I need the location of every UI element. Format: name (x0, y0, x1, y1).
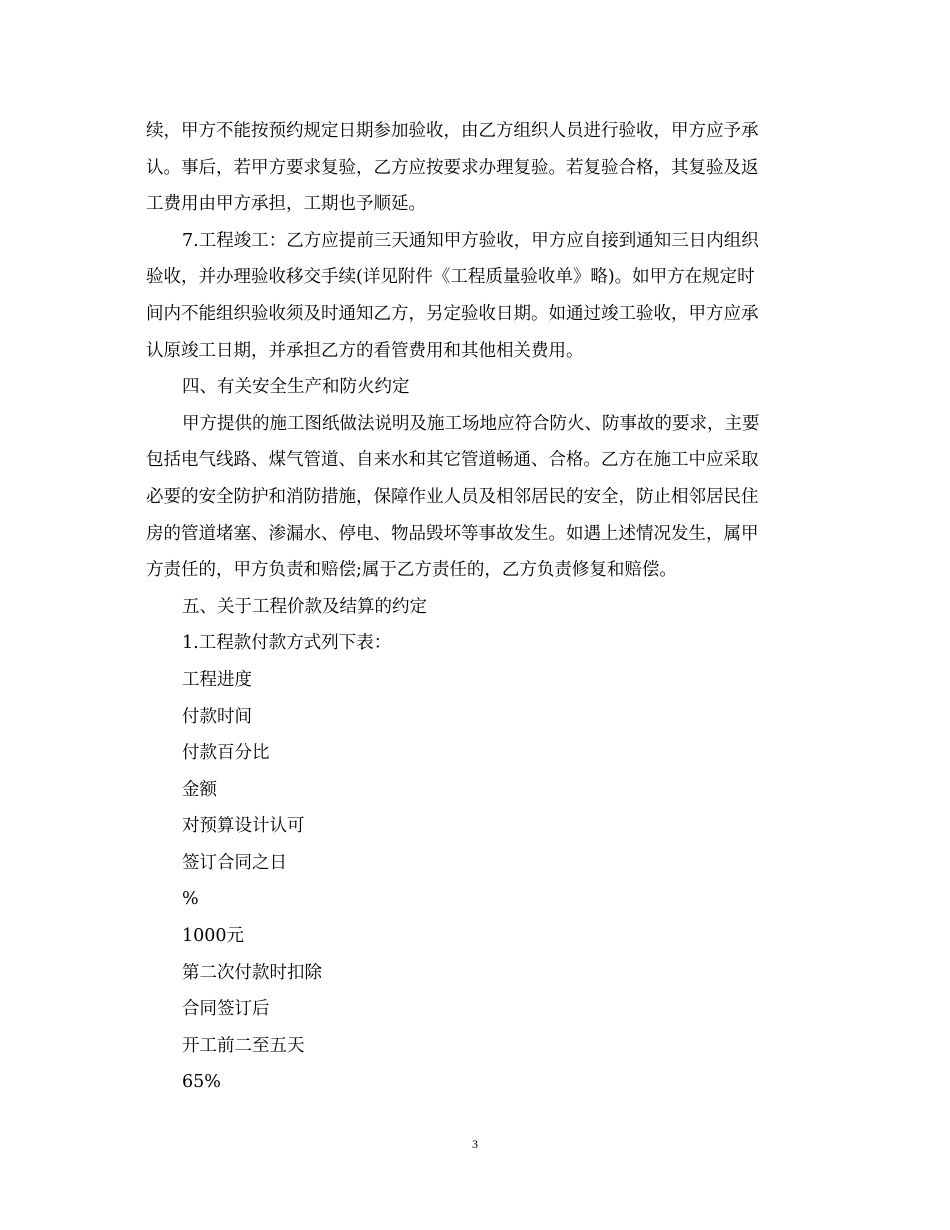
payment-table-intro: 1.工程款付款方式列下表： (182, 633, 392, 654)
body-line: 工费用由甲方承担，工期也予顺延。 (146, 194, 426, 215)
body-line: 认原竣工日期，并承担乙方的看管费用和其他相关费用。 (146, 340, 584, 361)
table-cell: 65% (182, 1072, 221, 1093)
table-cell: 金额 (182, 779, 217, 800)
table-cell: 合同签订后 (182, 999, 270, 1020)
clause-completion-line: 7.工程竣工：乙方应提前三天通知甲方验收，甲方应自接到通知三日内组织 (182, 230, 759, 251)
table-cell: 开工前二至五天 (182, 1035, 305, 1056)
body-line: 间内不能组织验收须及时通知乙方，另定验收日期。如通过竣工验收，甲方应承 (146, 303, 759, 324)
table-cell: 付款百分比 (182, 743, 270, 764)
table-cell: 1000元 (182, 926, 245, 947)
table-cell: % (182, 889, 199, 910)
table-cell: 第二次付款时扣除 (182, 962, 322, 983)
body-line: 认。事后，若甲方要求复验，乙方应按要求办理复验。若复验合格，其复验及返 (146, 157, 759, 178)
table-cell: 工程进度 (182, 669, 252, 690)
table-cell: 签订合同之日 (182, 852, 287, 873)
body-line: 必要的安全防护和消防措施，保障作业人员及相邻居民的安全，防止相邻居民住 (146, 486, 759, 507)
table-cell: 付款时间 (182, 706, 252, 727)
document-body (146, 113, 806, 1101)
page-number: 3 (472, 1137, 478, 1151)
body-line: 房的管道堵塞、渗漏水、停电、物品毁坏等事故发生。如遇上述情况发生，属甲 (146, 523, 759, 544)
body-line: 包括电气线路、煤气管道、自来水和其它管道畅通、合格。乙方在施工中应采取 (146, 450, 759, 471)
section-heading-safety: 四、有关安全生产和防火约定 (182, 377, 410, 398)
table-cell: 对预算设计认可 (182, 816, 305, 837)
section-heading-payment: 五、关于工程价款及结算的约定 (182, 596, 427, 617)
body-line: 续，甲方不能按预约规定日期参加验收，由乙方组织人员进行验收，甲方应予承 (146, 121, 759, 141)
body-line: 验收，并办理验收移交手续(详见附件《工程质量验收单》略)。如甲方在规定时 (146, 267, 755, 288)
body-line: 甲方提供的施工图纸做法说明及施工场地应符合防火、防事故的要求，主要 (182, 413, 760, 434)
body-line: 方责任的，甲方负责和赔偿;属于乙方责任的，乙方负责修复和赔偿。 (146, 560, 677, 581)
